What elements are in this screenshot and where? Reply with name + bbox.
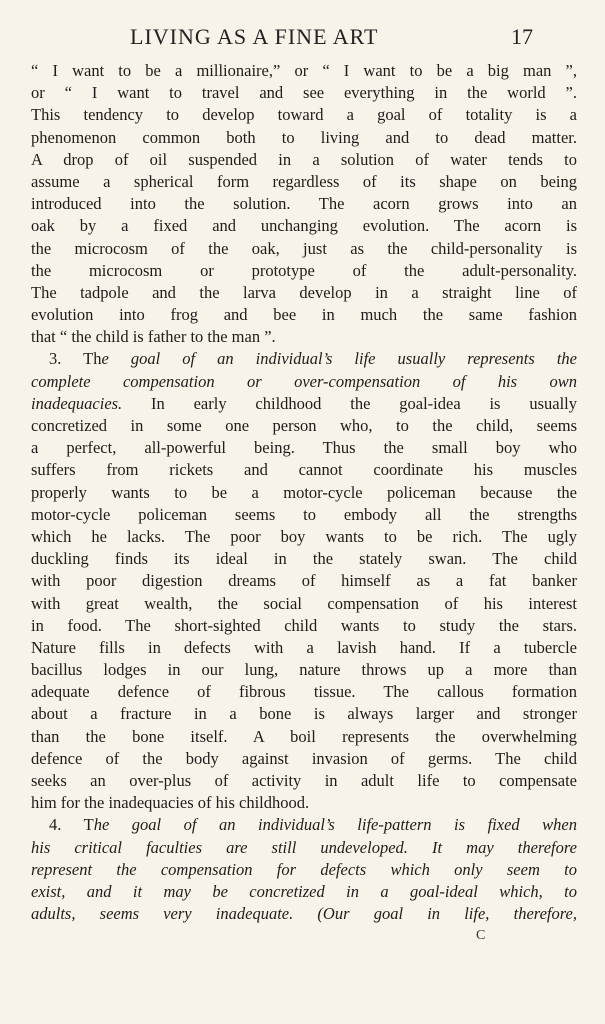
text-line: properly wants to be a motor-cycle policeman because the (31, 482, 577, 502)
italic-span: adults, seems very inadequate. (Our goal in life, therefore, (31, 904, 577, 924)
running-head (0, 24, 605, 54)
text-line: introduced into the solution. The acorn grows into an (31, 194, 577, 214)
text-line: assume a spherical form regardless of its shape on being (31, 171, 577, 191)
text-line: or “ I want to travel and see everything in the world ”. (31, 83, 577, 103)
text-line: defence of the body against invasion of germs. The child (31, 748, 577, 768)
text-line: inadequacies. In early childhood the goal-idea is usually (31, 393, 577, 413)
text-line (31, 881, 577, 903)
text-line: “ I want to be a millionaire,” or “ I want to be a big man ”, (31, 61, 577, 80)
text-line: oak by a fixed and unchanging evolution. The acorn is (31, 216, 577, 236)
text-line: which he lacks. The poor boy wants to be rich. The ugly (31, 526, 577, 546)
text-line: seeks an over-plus of activity in adult life to compensate (31, 771, 577, 790)
text-line (31, 837, 577, 859)
text-line: adequate defence of fibrous tissue. The callous formation (31, 682, 577, 702)
text-line: a perfect, all-powerful being. Thus the small boy who (31, 438, 577, 458)
italic-span: complete compensation or over-compensation of his own (31, 371, 577, 391)
text-line: in food. The short-sighted child wants to study the stars. (31, 615, 577, 635)
text-line: the microcosm or prototype of the adult-personality. (31, 260, 577, 280)
italic-span: his critical faculties are still undeveloped. It may therefore (31, 837, 577, 857)
italic-span: inadequacies. (31, 393, 123, 413)
text-line: bacillus lodges in our lung, nature throws up a more than (31, 660, 577, 680)
text-line: duckling finds its ideal in the stately swan. The child (31, 549, 577, 569)
text-line: 4. The goal of an individual’s life-pattern is fixed when (49, 815, 577, 835)
text-line: phenomenon common both to living and to dead matter. (31, 127, 577, 147)
text-line (31, 859, 577, 881)
text-line: about a fracture in a bone is always larger and stronger (31, 704, 577, 724)
text-line: with poor digestion dreams of himself as a fat banker (31, 571, 577, 591)
body-text (31, 60, 577, 925)
text-line: with great wealth, the social compensation of his interest (31, 593, 577, 613)
text-line: concretized in some one person who, to the child, seems (31, 416, 577, 435)
text-line: the microcosm of the oak, just as the child-personality is (31, 238, 577, 258)
text-line: The tadpole and the larva develop in a straight line of (31, 282, 577, 302)
text-line: evolution into frog and bee in much the same fashion (31, 305, 577, 325)
text-line: him for the inadequacies of his childhood. (31, 793, 310, 813)
italic-span: he goal of an individual’s life-pattern is fixed when (93, 815, 577, 835)
text-line (31, 903, 577, 925)
italic-span: exist, and it may be concretized in a goal-ideal which, to (31, 881, 577, 901)
text-line (31, 371, 577, 393)
running-title: LIVING AS A FINE ART (130, 24, 379, 49)
page-number: 17 (511, 24, 533, 49)
text-line: suffers from rickets and cannot coordinate his muscles (31, 460, 577, 480)
italic-span: e goal of an individual’s life usually represents the (101, 349, 578, 369)
text-line: 3. The goal of an individual’s life usually represents the (49, 349, 578, 369)
text-line: that “ the child is father to the man ”. (31, 327, 276, 347)
text-line: motor-cycle policeman seems to embody all the strengths (31, 504, 577, 524)
text-line: A drop of oil suspended in a solution of water tends to (31, 149, 577, 169)
italic-span: represent the compensation for defects which only seem to (31, 859, 577, 879)
text-line: than the bone itself. A boil represents the overwhelming (31, 726, 577, 746)
text-line: Nature fills in defects with a lavish hand. If a tubercle (31, 637, 577, 657)
signature-mark: C (476, 928, 486, 943)
text-line: This tendency to develop toward a goal of totality is a (31, 105, 577, 125)
